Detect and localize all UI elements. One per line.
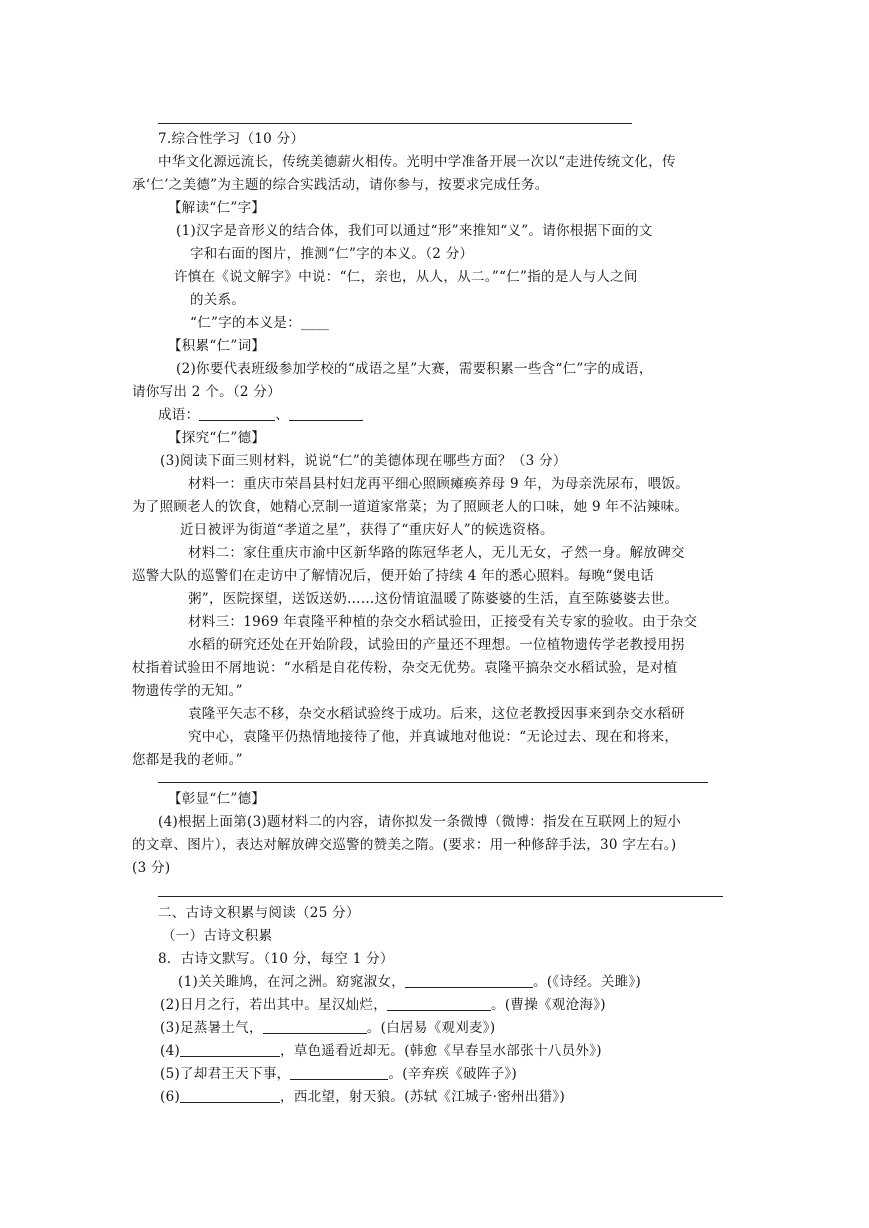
section-heading-decode: 【解读“仁”字】	[168, 200, 266, 216]
material-3-line: 物遗传学的无知。”	[132, 683, 243, 699]
q7-intro-line: 中华文化源远流长，传统美德薪火相传。光明中学准备开展一次以“走进传统文化，传	[158, 154, 676, 170]
q8-text: (3)足蒸暑土气，	[160, 1020, 263, 1036]
q7-4-line: (3 分)	[132, 860, 171, 876]
q7-1-quote: 的关系。	[190, 292, 246, 308]
q8-item-6	[160, 1088, 565, 1106]
part2-subtitle: （一）古诗文积累	[162, 928, 273, 944]
q8-text: (6)	[160, 1089, 181, 1105]
q8-blank[interactable]	[405, 973, 533, 988]
q8-source: ，草色遥看近却无。(韩愈《早春呈水部张十八员外》)	[280, 1043, 602, 1059]
q8-source: 。(辛弃疾《破阵子》)	[388, 1066, 518, 1082]
q7-2-answer-row	[158, 406, 363, 424]
material-3-line: 究中心，袁隆平仍热情地接待了他，并真诚地对他说：“无论过去、现在和将来，	[188, 729, 679, 745]
q7-1-line: 字和右面的图片，推测“仁”字的本义。（2 分）	[190, 246, 474, 262]
q8-title: 8．古诗文默写。（10 分，每空 1 分）	[158, 951, 394, 967]
q7-4-line: (4)根据上面第(3)题材料二的内容，请你拟发一条微博（微博：指发在互联网上的短小	[158, 814, 682, 830]
q8-source: 。(曹操《观沧海》)	[491, 997, 606, 1013]
idiom-blank[interactable]	[289, 406, 363, 421]
q8-blank[interactable]	[387, 996, 491, 1011]
material-2-line: 巡警大队的巡警们在走访中了解情况后，便开始了持续 4 年的悉心照料。每晚“煲电话	[132, 568, 655, 584]
q7-1-answer: “仁”字的本义是：____	[190, 315, 330, 331]
q7-1-line: (1)汉字是音形义的结合体，我们可以通过“形”来推知“义”。请你根据下面的文	[176, 223, 653, 239]
q7-1-quote: 许慎在《说文解字》中说：“仁，亲也，从人，从二。”“仁”指的是人与人之间	[174, 269, 638, 285]
q7-title: 7.综合性学习（10 分）	[158, 131, 305, 147]
answer-rule[interactable]	[158, 896, 723, 897]
q8-blank[interactable]	[290, 1065, 388, 1080]
q7-3-line: (3)阅读下面三则材料，说说“仁”的美德体现在哪些方面？（3 分）	[160, 453, 567, 469]
q8-item-4	[160, 1042, 602, 1060]
q8-blank[interactable]	[263, 1019, 367, 1034]
section-heading-display: 【彰显“仁”德】	[168, 791, 266, 807]
q7-4-line: 的文章、图片），表达对解放碑交巡警的赞美之隋。(要求：用一种修辞手法，30 字左右。)	[132, 837, 677, 853]
section-heading-accumulate: 【积累“仁”词】	[168, 338, 266, 354]
q8-source: 。(白居易《观刈麦》)	[366, 1020, 496, 1036]
q8-text: (2)日月之行，若出其中。星汉灿烂，	[160, 997, 388, 1013]
material-3-line: 杖指着试验田不屑地说：“水稻是自花传粉，杂交无优势。袁隆平搞杂交水稻试验，是对植	[132, 660, 678, 676]
q8-source: 。(《诗经。关雎》)	[533, 974, 642, 990]
idiom-blank[interactable]	[199, 406, 275, 421]
q8-item-1	[178, 973, 641, 991]
q7-intro-line: 承‘仁’之美德”为主题的综合实践活动，请你参与，按要求完成任务。	[132, 177, 549, 193]
q8-text: (4)	[160, 1043, 181, 1059]
material-3-line: 材料三：1969 年袁隆平种植的杂交水稻试验田，正接受有关专家的验收。由于杂交	[188, 614, 698, 630]
q7-2-line: (2)你要代表班级参加学校的“成语之星”大赛，需要积累一些含“仁”字的成语，	[176, 361, 653, 377]
material-3-line: 水稻的研究还处在开始阶段，试验田的产量还不理想。一位植物遗传学老教授用拐	[188, 637, 685, 653]
answer-rule[interactable]	[158, 782, 708, 783]
section-heading-explore: 【探究“仁”德】	[168, 430, 266, 446]
q8-item-2	[160, 996, 606, 1014]
q7-2-line: 请你写出 2 个。（2 分）	[132, 384, 282, 400]
q8-source: ，西北望，射天狼。(苏轼《江城子·密州出猎》)	[280, 1089, 566, 1105]
rule-top	[158, 123, 632, 124]
material-2-line: 粥”，医院探望，送饭送奶……这份情谊温暖了陈婆婆的生活，直至陈婆婆去世。	[188, 591, 679, 607]
material-3-line: 您都是我的老师。”	[132, 752, 243, 768]
q8-text: (5)了却君王天下事，	[160, 1066, 291, 1082]
material-1-line: 材料一：重庆市荣昌县村妇龙再平细心照顾瘫痪养母 9 年，为母亲洗尿布，喂饭。	[188, 476, 690, 492]
q8-item-5	[160, 1065, 517, 1083]
idiom-label: 成语：	[158, 407, 200, 423]
material-2-line: 材料二：家住重庆市渝中区新华路的陈冠华老人，无儿无女，孑然一身。解放碑交	[188, 545, 685, 561]
part2-title: 二、古诗文积累与阅读（25 分）	[158, 905, 360, 921]
material-3-line: 袁隆平矢志不移，杂交水稻试验终于成功。后来，这位老教授因事来到杂交水稻研	[188, 706, 685, 722]
material-1-line: 为了照顾老人的饮食，她精心烹制一道道家常菜；为了照顾老人的口味，她 9 年不沾辣味。	[132, 499, 689, 515]
q8-item-3	[160, 1019, 495, 1037]
q8-text: (1)关关雎鸠，在河之洲。窈窕淑女，	[178, 974, 406, 990]
q8-blank[interactable]	[180, 1042, 280, 1057]
idiom-separator: 、	[275, 407, 290, 423]
material-1-line: 近日被评为街道“孝道之星”，获得了“重庆好人”的候选资格。	[180, 522, 554, 538]
q8-blank[interactable]	[180, 1088, 280, 1103]
